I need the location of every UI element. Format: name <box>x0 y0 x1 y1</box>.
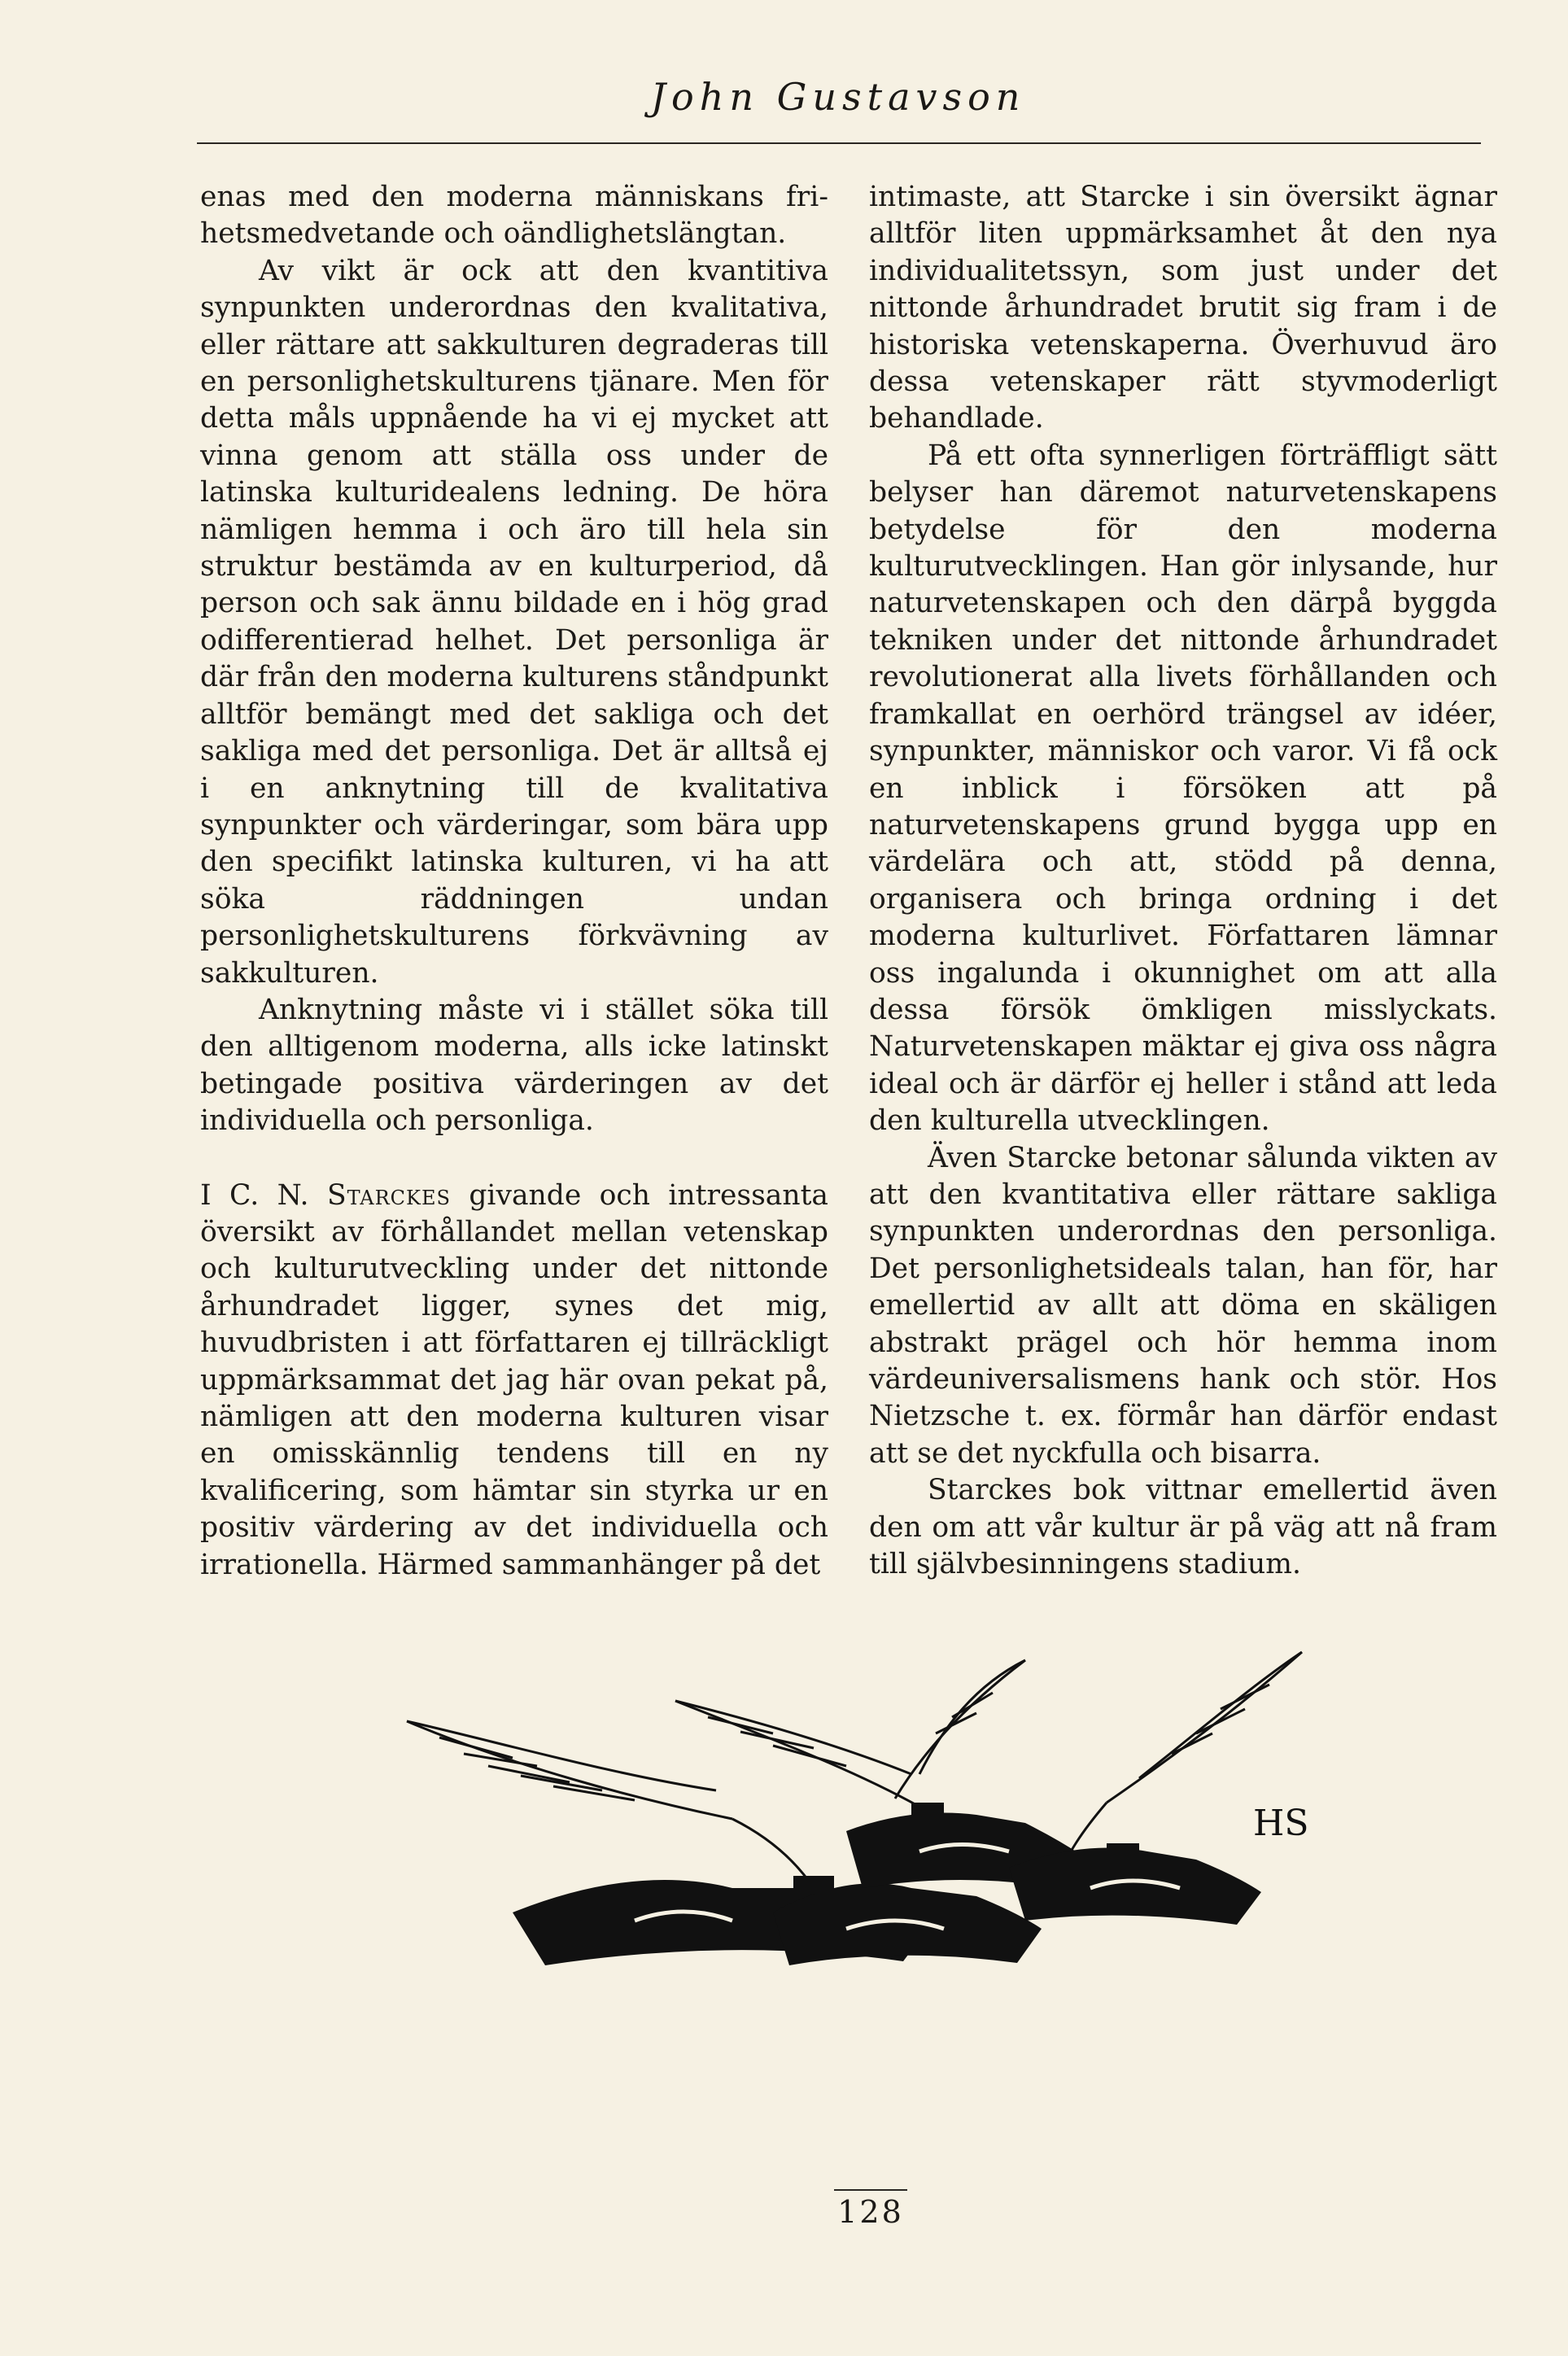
right-column <box>869 179 1497 1583</box>
page-number: 128 <box>834 2189 907 2230</box>
paragraph: Anknytning måste vi i stället söka till den alltigenom moderna, alls icke latinskt betingade positiva värderingen av det individuella och personliga. <box>200 993 828 1138</box>
paragraph: enas med den moderna människans fri-hetsmedvetande och oändlighetslängtan. <box>200 181 828 251</box>
header-rule <box>197 142 1481 144</box>
running-head-title: John Gustavson <box>650 75 1026 119</box>
paragraph: På ett ofta synnerligen förträffligt sätt belyser han däremot naturvetenskapens betydelse för den moderna kulturutvecklingen. Han gör inlysande, hur naturvetenskapen och den därpå byggda tekniken under det nittonde århundradet revolutionerat alla livets förhållanden och framkallat en oerhörd trängsel av idéer, synpunkter, människor och varor. Vi få ock en inblick i försöken att på naturvetenskapens grund bygga upp en värdelära och att, stödd på denna, organisera och bringa ordning i det moderna kulturlivet. Författaren lämnar oss ingalunda i okunnighet om att alla dessa försök ömkligen misslyckats. Naturvetenskapen mäktar ej giva oss några ideal och är därför ej heller i stånd att leda den kulturella utvecklingen. <box>869 439 1497 1138</box>
paragraph: Även Starcke betonar sålunda vikten av att den kvantitativa eller rättare sakliga synpunkten underordnas den personliga. Det personlighetsideals talan, han för, har emellertid av allt att döma en skäligen abstrakt prägel och hör hemma inom värdeuniversalismens hank och stör. Hos Nietzsche t. ex. förmår han därför endast att se det nyckfulla och bisarra. <box>869 1141 1497 1470</box>
section-paragraph <box>200 1178 828 1584</box>
paragraph: Av vikt är ock att den kvantitiva synpunkten underordnas den kvalitativa, eller rättare att sakkulturen degraderas till en personlighetskulturens tjänare. Men för detta måls uppnående ha vi ej mycket att vinna genom att ställa oss under de latinska kulturidealens ledning. De höra nämligen hemma i och äro till hela sin struktur bestämda av en kulturperiod, då person och sak ännu bildade en i hög grad odifferentierad helhet. Det personliga är där från den moderna kulturens ståndpunkt alltför bemängt med det sakliga och det sakliga med det personliga. Det är alltså ej i en anknytning till de kvalitativa synpunkter och värderingar, som bära upp den specifikt latinska kulturen, vi ha att söka räddningen undan personlighetskulturens förkvävning av sakkulturen. <box>200 254 828 990</box>
paragraph: Starckes bok vittnar emellertid även den om att vår kultur är på väg att nå fram till självbesinningens stadium. <box>869 1474 1497 1581</box>
author-initials: C. N. <box>229 1178 309 1212</box>
winged-inkwells-icon <box>391 1644 1326 1986</box>
author-name: Starckes <box>326 1178 451 1212</box>
paragraph-text: givande och intressanta översikt av förhållandet mellan vetenskap och kulturutveckling under det nittonde århundradet ligger, synes det mig, huvudbristen i att författaren ej tillräckligt uppmärksammat det jag här ovan pekat på, nämligen att den moderna kulturen visar en omisskännlig tendens till en ny kvalificering, som hämtar sin styrka ur en positiv värdering av det individuella och irrationella. Härmed sammanhänger på det <box>200 1178 829 1581</box>
left-column <box>200 179 828 1584</box>
paragraph: intimaste, att Starcke i sin översikt ägnar alltför liten uppmärksamhet åt den nya individualitetssyn, som just under det nittonde århundradet brutit sig fram i de historiska vetenskaperna. Överhuvud äro dessa vetenskaper rätt styvmoderligt behandlade. <box>869 181 1497 435</box>
monogram: HS <box>1253 1803 1309 1844</box>
section-roman-numeral: I <box>200 1178 212 1212</box>
